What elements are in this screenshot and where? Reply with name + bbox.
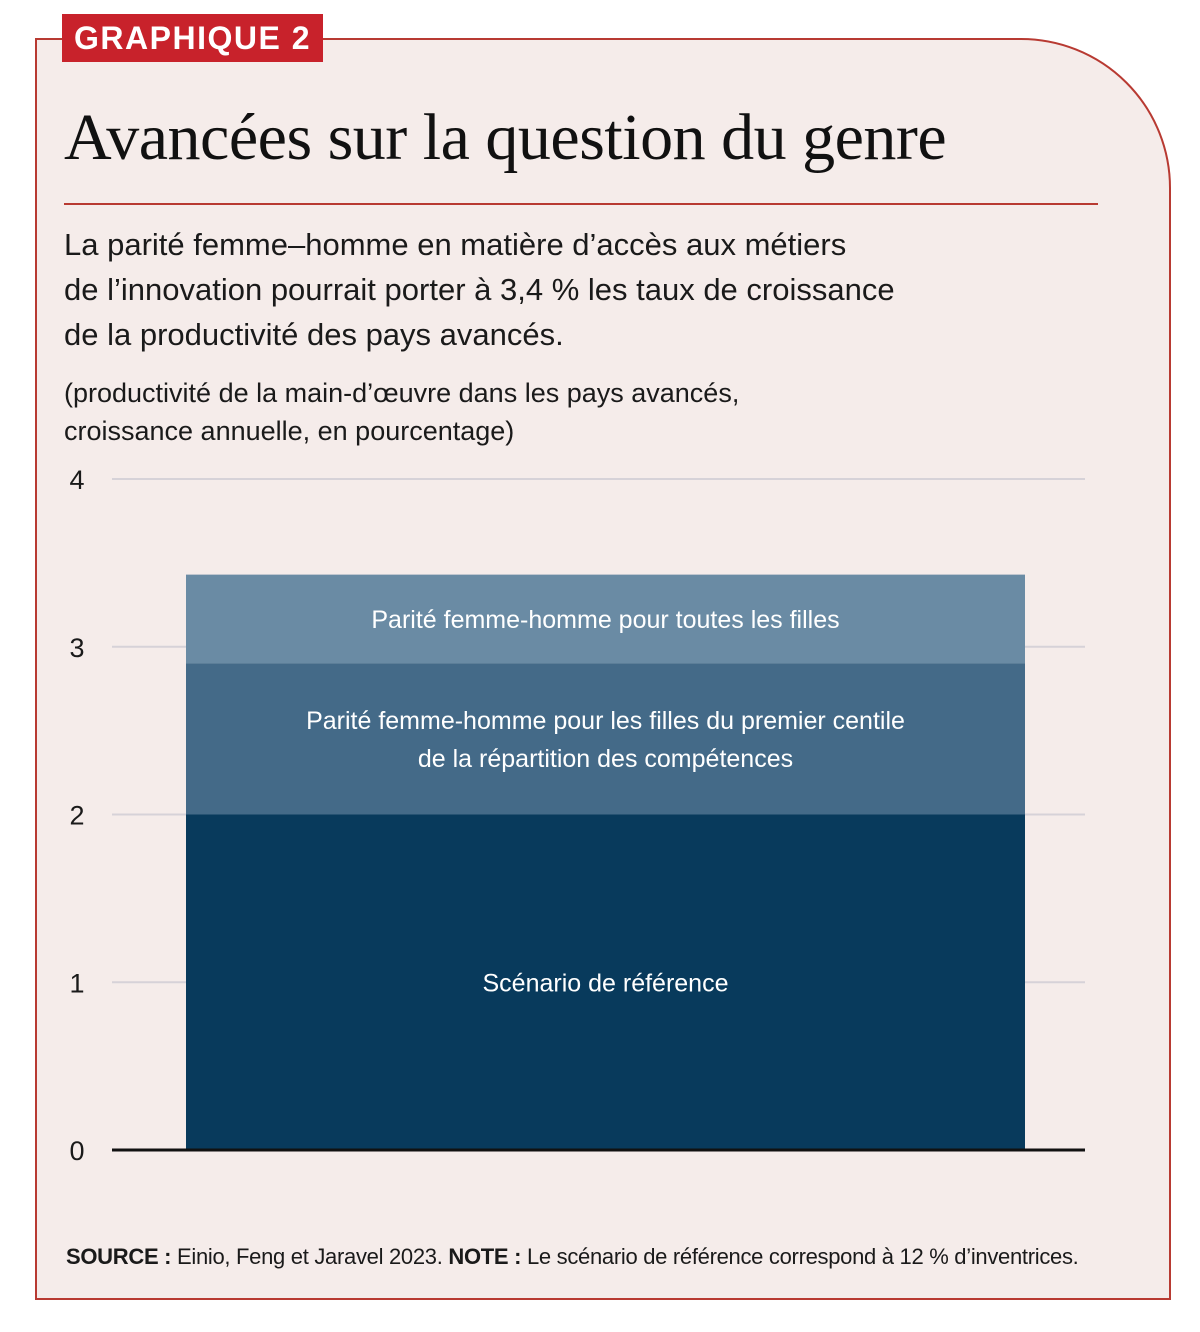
bar-segment — [186, 664, 1025, 815]
y-tick-label: 4 — [69, 465, 85, 495]
figure-badge: GRAPHIQUE 2 — [62, 14, 323, 62]
segment-label: Parité femme-homme pour les filles du premier centile — [306, 707, 905, 736]
note-label: NOTE : — [448, 1244, 522, 1269]
y-tick-label: 2 — [69, 800, 85, 831]
segment-label: Parité femme-homme pour toutes les filles — [371, 606, 840, 635]
y-tick-label: 1 — [69, 968, 85, 999]
units-line: (productivité de la main-d’œuvre dans les pays avancés, — [64, 378, 740, 408]
note-text: Le scénario de référence correspond à 12 % d’inventrices. — [526, 1244, 1079, 1269]
chart-title: Avancées sur la question du genre — [64, 101, 947, 174]
y-tick-label: 0 — [69, 1136, 85, 1166]
y-tick-label: 3 — [69, 632, 85, 663]
units-line: croissance annuelle, en pourcentage) — [64, 416, 515, 446]
segment-label: Scénario de référence — [482, 969, 729, 998]
subtitle-line: La parité femme–homme en matière d’accès aux métiers — [64, 227, 847, 262]
source-label: SOURCE : — [66, 1244, 172, 1269]
footnote — [66, 1244, 1156, 1270]
subtitle-line: de la productivité des pays avancés. — [64, 317, 564, 352]
subtitle-line: de l’innovation pourrait porter à 3,4 % les taux de croissance — [64, 272, 895, 307]
segment-label: de la répartition des compétences — [417, 745, 794, 774]
source-text: Einio, Feng et Jaravel 2023. — [176, 1244, 443, 1269]
